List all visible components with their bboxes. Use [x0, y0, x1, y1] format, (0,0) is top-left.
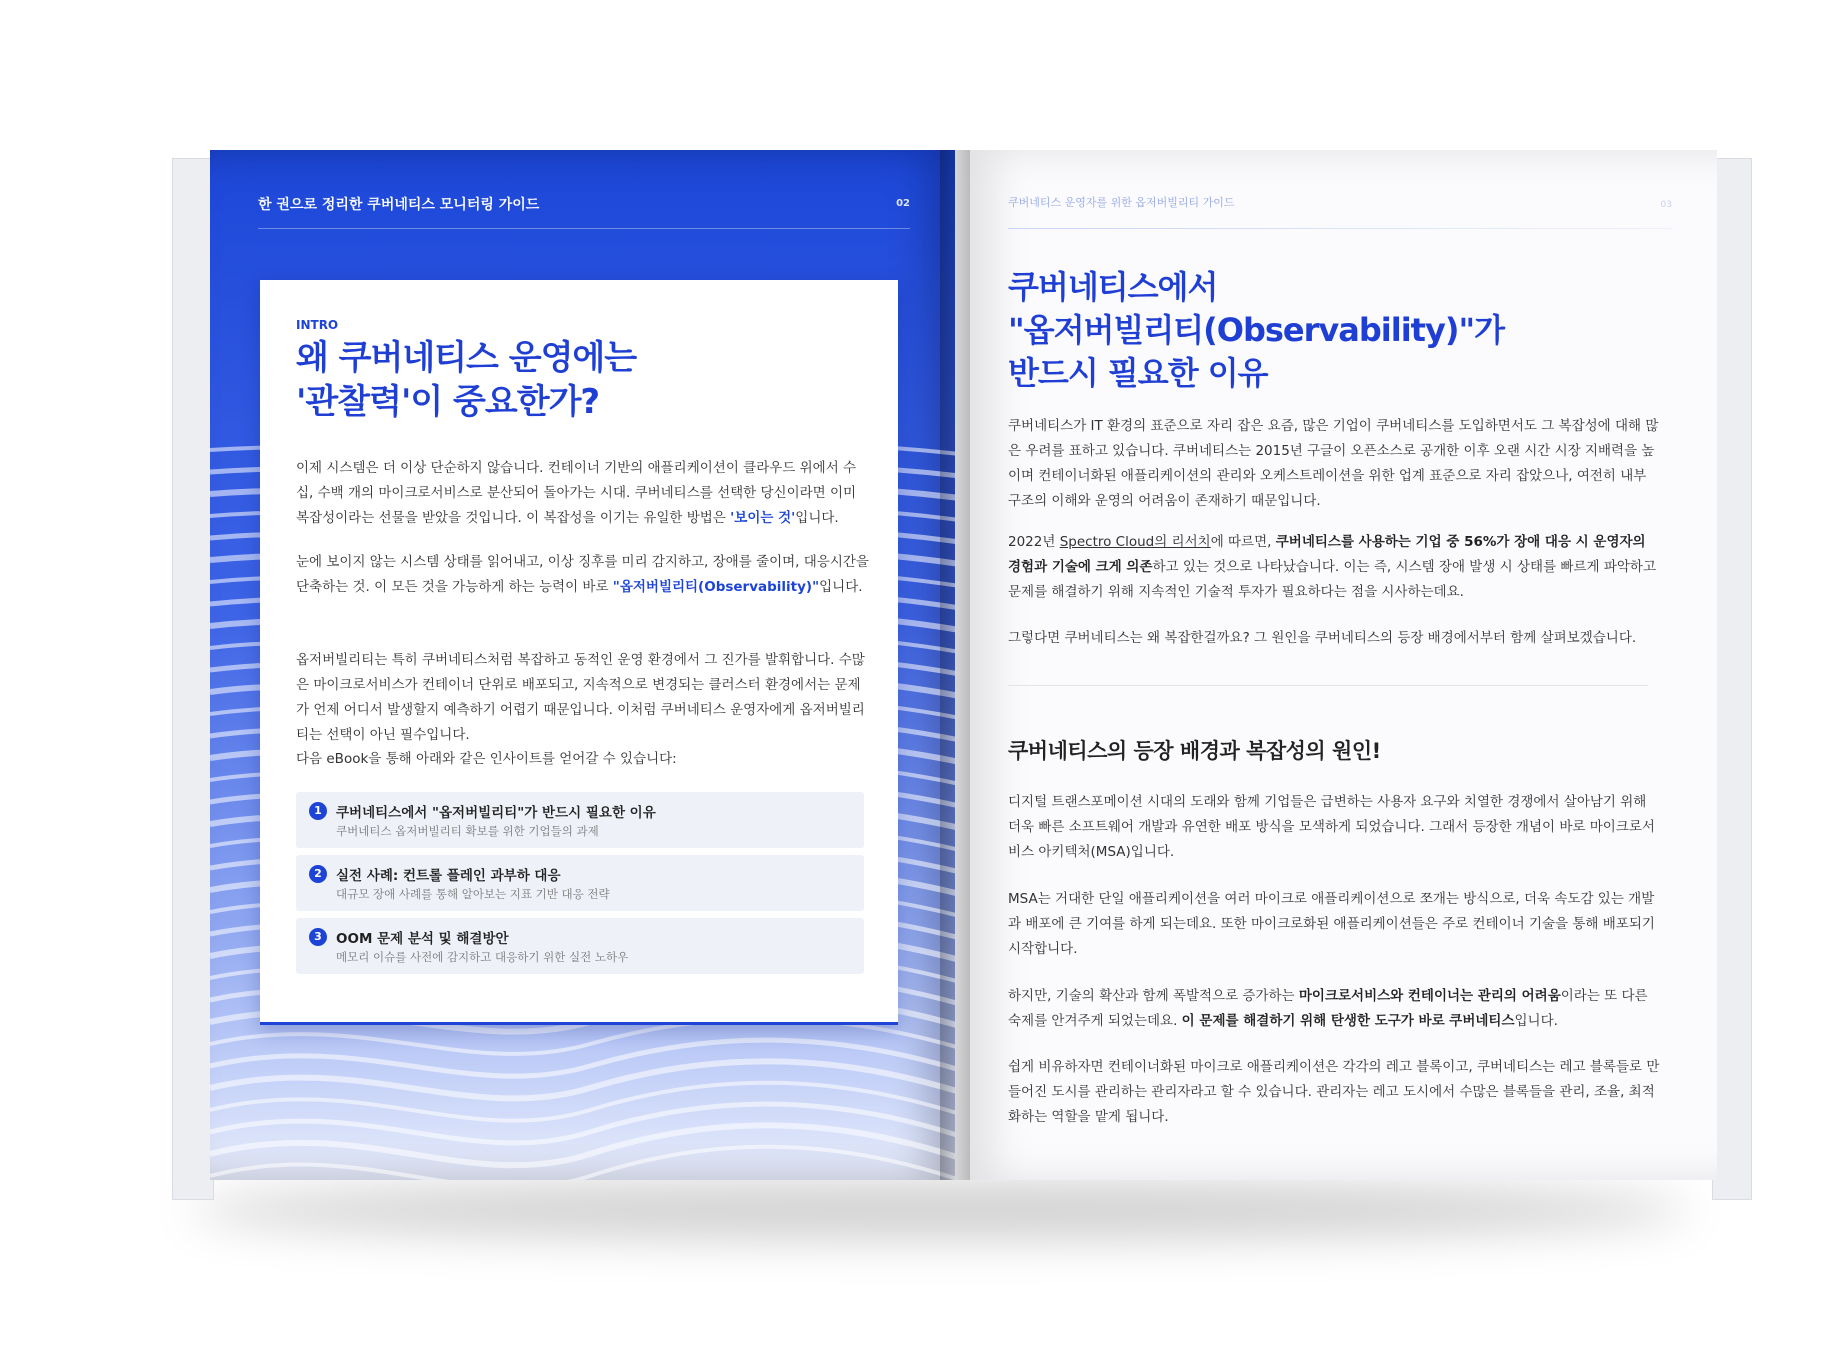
- p6-bold-2: 이 문제를 해결하기 위해 탄생한 도구가 바로 쿠버네티스: [1181, 1013, 1515, 1029]
- p2-tail: 하고 있는 것으로 나타났습니다. 이는 즉, 시스템 장애 발생 시 상태를 빠르게 파악하고 문제를 해결하기 위해 지속적인 기술적 투자가 필요하다는 점을 시사하는데요.: [1008, 559, 1656, 600]
- section-divider: [1008, 685, 1648, 686]
- right-page: [955, 150, 1717, 1180]
- item-subtitle: 메모리 이슈를 사전에 감지하고 대응하기 위한 실전 노하우: [336, 950, 629, 964]
- right-header-title: 쿠버네티스 운영자를 위한 옵저버빌리티 가이드: [1008, 196, 1235, 209]
- p1-text: 이제 시스템은 더 이상 단순하지 않습니다. 컨테이너 기반의 애플리케이션이 클라우드 위에서 수십, 수백 개의 마이크로서비스로 분산되어 돌아가는 시대. 쿠버네티스를 선택한 당신이라면 이미 복잡성이라는 선물을 받았을 것입니다. 이 복잡성을 이기는 유일한 방법은: [296, 460, 857, 526]
- item-number-badge: 2: [309, 865, 327, 883]
- item-title: OOM 문제 분석 및 해결방안: [336, 931, 509, 947]
- intro-paragraph-1: [296, 456, 871, 531]
- p1-tail: 입니다.: [795, 510, 839, 526]
- left-page-edges: [172, 158, 214, 1200]
- intro-title: [296, 336, 856, 424]
- p6-bold-1: 마이크로서비스와 컨테이너는 관리의 어려움: [1298, 988, 1561, 1004]
- p6-tail: 입니다.: [1514, 1013, 1558, 1029]
- right-page-number: 03: [1660, 200, 1672, 210]
- section-title: 쿠버네티스의 등장 배경과 복잡성의 원인!: [1008, 739, 1381, 763]
- p2-mid: 에 따르면,: [1210, 534, 1276, 550]
- item-subtitle: 쿠버네티스 옵저버빌리티 확보를 위한 기업들의 과제: [336, 824, 599, 838]
- left-header-title: 한 권으로 정리한 쿠버네티스 모니터링 가이드: [258, 197, 540, 213]
- intro-card: [260, 280, 898, 1025]
- intro-paragraph-3: 옵저버빌리티는 특히 쿠버네티스처럼 복잡하고 동적인 운영 환경에서 그 진가를 발휘합니다. 수많은 마이크로서비스가 컨테이너 단위로 배포되고, 지속적으로 변경되는 클러스터 환경에서는 문제가 언제 어디서 발생할지 예측하기 어렵기 때문입니다. 이처럼 쿠버네티스 운영자에게 옵저버빌리티는 선택이 아닌 필수입니다.: [296, 652, 865, 743]
- intro-paragraph-2: [296, 550, 871, 600]
- intro-title-line2: '관찰력'이 중요한가?: [296, 382, 600, 422]
- p2-text: 눈에 보이지 않는 시스템 상태를 읽어내고, 이상 징후를 미리 감지하고, 장애를 줄이며, 대응시간을 단축하는 것. 이 모든 것을 가능하게 하는 능력이 바로: [296, 554, 869, 595]
- left-page: [210, 150, 960, 1180]
- p2-highlight: "옵저버빌리티(Observability)": [612, 579, 820, 595]
- body-paragraph-2: [1008, 530, 1663, 605]
- book-spine: [940, 150, 970, 1180]
- p2-lead: 2022년: [1008, 534, 1060, 550]
- left-page-number: 02: [896, 198, 910, 209]
- item-subtitle: 대규모 장애 사례를 통해 알아보는 지표 기반 대응 전략: [336, 887, 610, 901]
- body-paragraph-6: [1008, 984, 1663, 1034]
- p6-lead: 하지만, 기술의 확산과 함께 폭발적으로 증가하는: [1008, 988, 1299, 1004]
- item-number-badge: 1: [309, 802, 327, 820]
- chapter-title-line2: "옵저버빌리티(Observability)"가: [1008, 311, 1505, 349]
- book-shadow: [190, 1180, 1690, 1240]
- intro-paragraph-4: 다음 eBook을 통해 아래와 같은 인사이트를 얻어갈 수 있습니다:: [296, 751, 677, 767]
- wave-line: [210, 1147, 960, 1180]
- spectro-cloud-link[interactable]: Spectro Cloud의 리서치: [1059, 534, 1211, 550]
- body-paragraph-4: 디지털 트랜스포메이션 시대의 도래와 함께 기업들은 급변하는 사용자 요구와 치열한 경쟁에서 살아남기 위해 더욱 빠른 소프트웨어 개발과 유연한 배포 방식을 모색하게 되었습니다. 그래서 등장한 개념이 바로 마이크로서비스 아키텍처(MSA)입니다.: [1008, 794, 1655, 860]
- right-page-edges: [1712, 158, 1752, 1200]
- insight-item-3: [296, 918, 864, 974]
- body-paragraph-5: MSA는 거대한 단일 애플리케이션을 여러 마이크로 애플리케이션으로 쪼개는 방식으로, 더욱 속도감 있는 개발과 배포에 큰 기여를 하게 되는데요. 또한 마이크로화된 애플리케이션들은 주로 컨테이너 기술을 통해 배포되기 시작합니다.: [1008, 891, 1655, 957]
- item-title: 실전 사례: 컨트롤 플레인 과부하 대응: [336, 868, 561, 884]
- item-number-badge: 3: [309, 928, 327, 946]
- insight-item-1: [296, 792, 864, 848]
- item-title: 쿠버네티스에서 "옵저버빌리티"가 반드시 필요한 이유: [336, 805, 656, 821]
- body-paragraph-3: 그렇다면 쿠버네티스는 왜 복잡한걸까요? 그 원인을 쿠버네티스의 등장 배경에서부터 함께 살펴보겠습니다.: [1008, 630, 1637, 646]
- right-header-rule: [1008, 228, 1672, 229]
- intro-label: INTRO: [296, 318, 339, 332]
- p6-mid: 이라는 또 다른 숙제를 안겨주게 되었는데요.: [1008, 988, 1648, 1029]
- p2-tail: 입니다.: [819, 579, 863, 595]
- chapter-title: [1008, 266, 1568, 395]
- left-header-rule: [258, 228, 910, 229]
- chapter-title-line1: 쿠버네티스에서: [1008, 268, 1218, 306]
- intro-title-line1: 왜 쿠버네티스 운영에는: [296, 338, 637, 378]
- body-paragraph-1: 쿠버네티스가 IT 환경의 표준으로 자리 잡은 요즘, 많은 기업이 쿠버네티스를 도입하면서도 그 복잡성에 대해 많은 우려를 표하고 있습니다. 쿠버네티스는 2015년 구글이 오픈소스로 공개한 이후 오랜 시간 시장 지배력을 높이며 컨테이너화된 애플리케이션의 관리와 오케스트레이션을 위한 업계 표준으로 자리 잡았으나, 여전히 내부 구조의 이해와 운영의 어려움이 존재하기 때문입니다.: [1008, 418, 1659, 509]
- p1-highlight: '보이는 것': [730, 510, 796, 526]
- chapter-title-line3: 반드시 필요한 이유: [1008, 354, 1268, 392]
- body-paragraph-7: 쉽게 비유하자면 컨테이너화된 마이크로 애플리케이션은 각각의 레고 블록이고, 쿠버네티스는 레고 블록들로 만들어진 도시를 관리하는 관리자라고 할 수 있습니다. 관리자는 레고 도시에서 수많은 블록들을 관리, 조율, 최적화하는 역할을 맡게 됩니다.: [1008, 1059, 1660, 1125]
- p2-bold: 쿠버네티스를 사용하는 기업 중 56%가 장애 대응 시 운영자의 경험과 기술에 크게 의존: [1008, 534, 1646, 575]
- insight-item-2: [296, 855, 864, 911]
